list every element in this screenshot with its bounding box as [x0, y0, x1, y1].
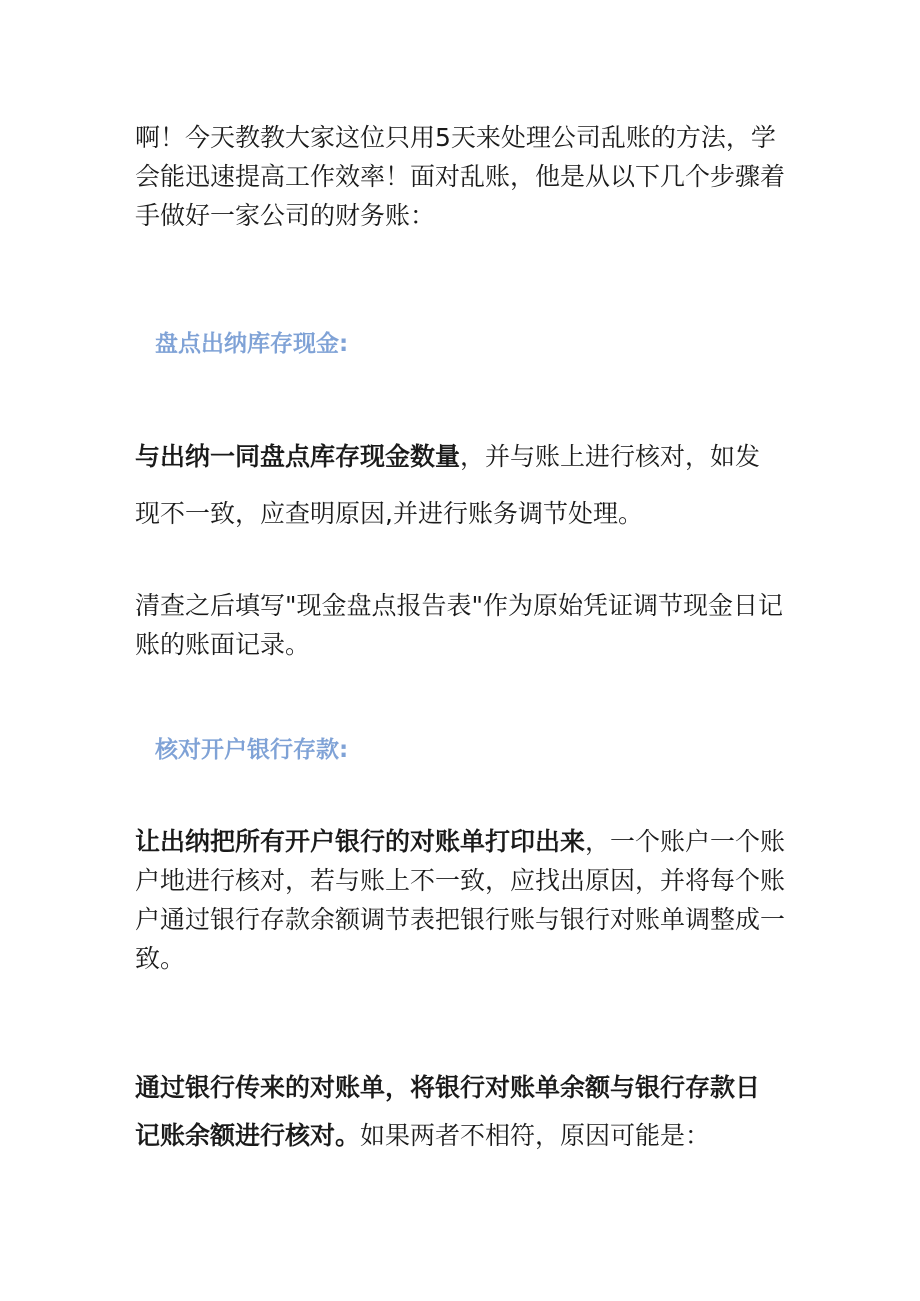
cash-report-line-1: 清查之后填写"现金盘点报告表"作为原始凭证调节现金日记 [135, 591, 784, 620]
bank-statement-bold-text: 让出纳把所有开户银行的对账单打印出来 [135, 827, 586, 856]
intro-paragraph [135, 118, 795, 235]
bank-reconcile-line-1: 通过银行传来的对账单，将银行对账单余额与银行存款日 [135, 1073, 761, 1102]
bank-reconcile-bold-text: 记账余额进行核对。 [135, 1121, 361, 1150]
section-heading-cash: 盘点出纳库存现金: [155, 331, 349, 357]
bank-statement-line-1 [135, 822, 795, 861]
cash-count-rest-text: ，并与账上进行核对，如发 [460, 442, 761, 471]
bank-reconcile-rest-text: 如果两者不相符，原因可能是： [360, 1121, 711, 1150]
bank-statement-line-3: 户通过银行存款余额调节表把银行账与银行对账单调整成一 [135, 905, 786, 934]
bank-reconcile-paragraph [135, 1064, 795, 1160]
bank-reconcile-line-2 [135, 1112, 795, 1160]
cash-count-bold-text: 与出纳一同盘点库存现金数量 [135, 442, 461, 471]
bank-statement-line-2: 户地进行核对，若与账上不一致，应找出原因，并将每个账 [135, 866, 786, 895]
intro-line-2: 会能迅速提高工作效率！面对乱账，他是从以下几个步骤着 [135, 162, 786, 191]
cash-count-line-2: 现不一致，应查明原因,并进行账务调节处理。 [135, 499, 643, 528]
intro-line-1: 啊！今天教教大家这位只用5天来处理公司乱账的方法，学 [135, 123, 776, 152]
cash-report-line-2: 账的账面记录。 [135, 630, 311, 659]
cash-count-paragraph [135, 428, 795, 542]
bank-statement-paragraph [135, 822, 795, 978]
section-heading-bank: 核对开户银行存款: [155, 737, 349, 763]
cash-count-line-1 [135, 428, 795, 485]
intro-line-3: 手做好一家公司的财务账： [135, 201, 436, 230]
bank-statement-line-4: 致。 [135, 944, 186, 973]
cash-report-paragraph [135, 586, 795, 664]
bank-statement-rest-text: ，一个账户一个账 [585, 827, 786, 856]
